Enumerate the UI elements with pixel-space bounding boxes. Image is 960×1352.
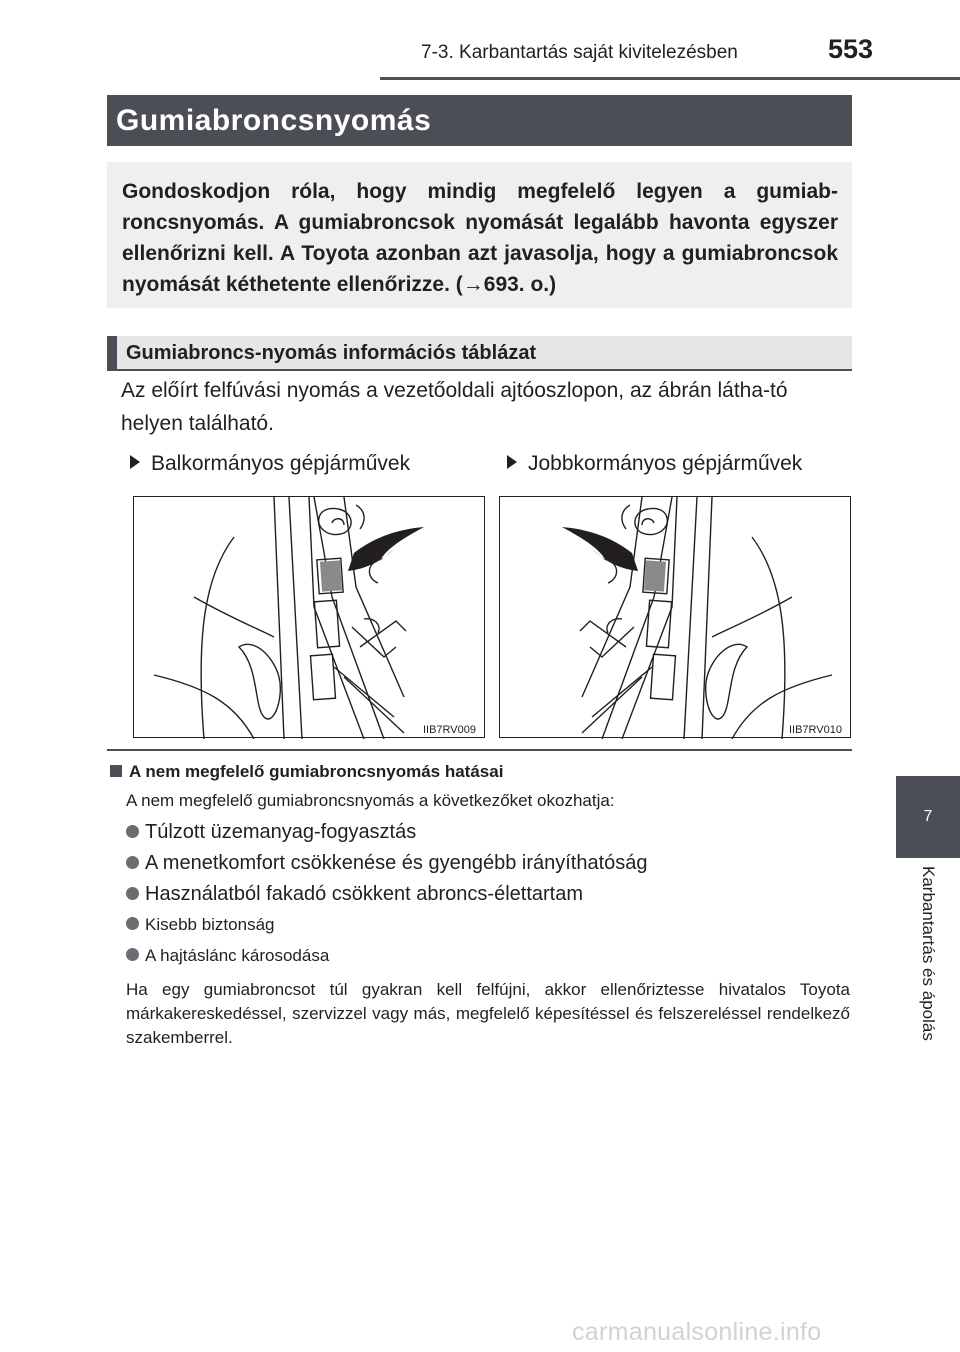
- round-bullet-icon: [126, 825, 139, 838]
- lhd-door-pillar-illustration: [133, 496, 485, 738]
- chapter-title-text: Karbantartás és ápolás: [919, 866, 938, 1041]
- list-item: [126, 821, 416, 844]
- triangle-bullet-icon: [507, 455, 517, 469]
- effects-heading-text: A nem megfelelő gumiabroncsnyomás hatásai: [129, 762, 504, 781]
- list-item: [126, 883, 583, 906]
- effects-heading: [110, 762, 503, 782]
- lhd-label: [130, 452, 410, 476]
- list-item: [126, 946, 329, 966]
- effects-intro: A nem megfelelő gumiabroncsnyomás a következőket okozhatja:: [126, 791, 615, 810]
- square-bullet-icon: [110, 765, 122, 777]
- round-bullet-icon: [126, 887, 139, 900]
- round-bullet-icon: [126, 948, 139, 961]
- subheading-title: Gumiabroncs-nyomás információs táblázat: [126, 342, 537, 364]
- list-item: [126, 852, 648, 875]
- list-item-text: Túlzott üzemanyag-fogyasztás: [145, 821, 417, 843]
- rhd-label-text: Jobbkormányos gépjárművek: [528, 452, 803, 475]
- rhd-figure-code: IIB7RV010: [788, 724, 842, 736]
- intro-box: [107, 162, 852, 308]
- triangle-bullet-icon: [130, 455, 140, 469]
- door-pillar-drawing: [134, 497, 486, 739]
- chapter-number-tab: 7: [896, 776, 960, 858]
- round-bullet-icon: [126, 856, 139, 869]
- page-number: 553: [828, 34, 874, 64]
- round-bullet-icon: [126, 917, 139, 930]
- intro-text: Gondoskodjon róla, hogy mindig megfelelő legyen a gumiab-roncsnyomás. A gumiabroncsok nyomását legalább havonta egyszer ellenőrizni kell. A Toyota azonban azt javasolja, hogy a gumiabroncsok nyomását kéthetente ellenőrizze. (→693. o.): [122, 180, 838, 296]
- list-item-text: Használatból fakadó csökkent abroncs-élettartam: [145, 883, 584, 905]
- header-section-title: 7-3. Karbantartás saját kivitelezésben: [421, 42, 738, 63]
- watermark: carmanualsonline.info: [572, 1318, 822, 1346]
- chapter-title-vertical: [896, 866, 960, 1076]
- lhd-figure-code: IIB7RV009: [422, 724, 476, 736]
- header-divider: [380, 77, 960, 80]
- list-item-text: A menetkomfort csökkenése és gyengébb irányíthatóság: [145, 852, 648, 874]
- page-title: Gumiabroncsnyomás: [107, 95, 852, 146]
- subheading-accent: [107, 336, 117, 370]
- lhd-label-text: Balkormányos gépjárművek: [151, 452, 411, 475]
- list-item-text: Kisebb biztonság: [145, 915, 275, 934]
- subheading-underline: [107, 369, 852, 371]
- section-divider: [107, 749, 852, 751]
- rhd-door-pillar-illustration: [499, 496, 851, 738]
- rhd-label: [507, 452, 802, 476]
- pressure-location-paragraph: Az előírt felfúvási nyomás a vezetőoldali ajtóoszlopon, az ábrán látha-tó helyen található.: [121, 379, 788, 435]
- door-pillar-drawing-mirrored: [500, 497, 852, 739]
- closing-paragraph: Ha egy gumiabroncsot túl gyakran kell felfújni, akkor ellenőriztesse hivatalos Toyota márkakereskedéssel, szervizzel vagy más, megfelelő képesítéssel és felszereléssel rendelkező szakemberrel.: [126, 980, 850, 1047]
- list-item: [126, 915, 274, 935]
- list-item-text: A hajtáslánc károsodása: [145, 946, 330, 965]
